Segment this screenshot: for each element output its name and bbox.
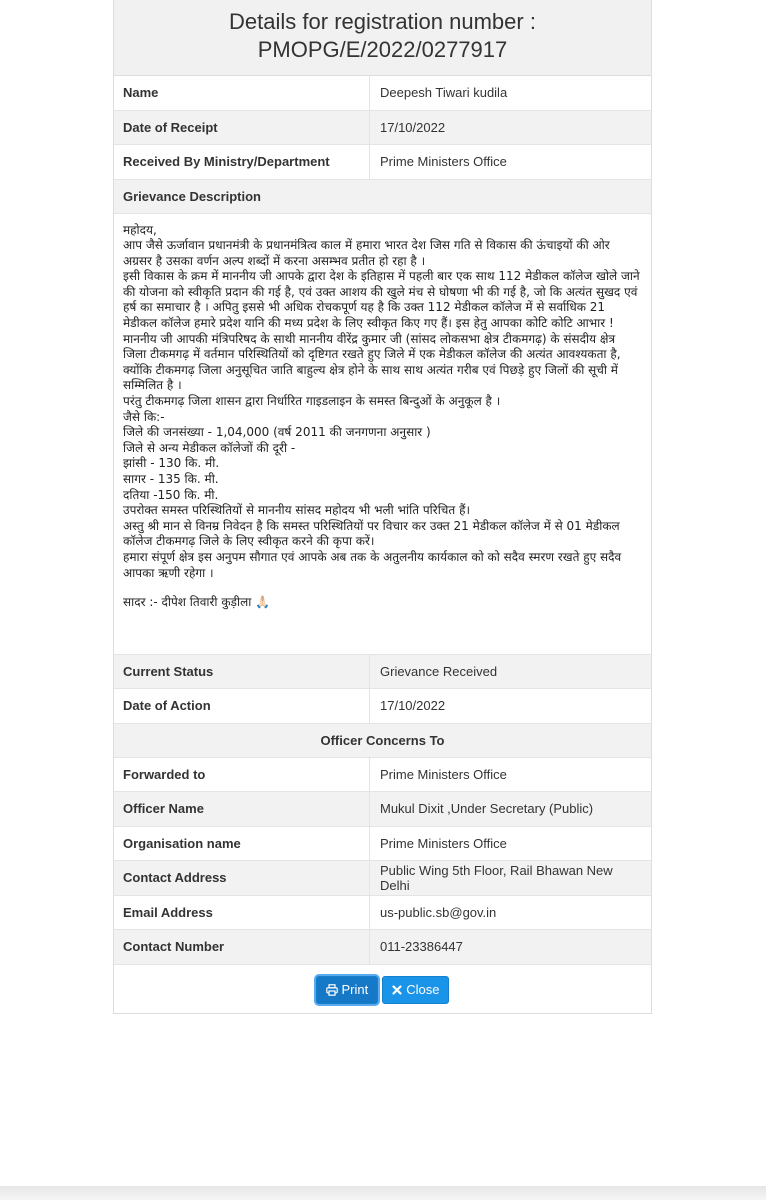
forwarded-to-label: Forwarded to: [114, 758, 370, 792]
desc-signoff: सादर :- दीपेश तिवारी कुड़ीला 🙏🏻: [123, 595, 271, 610]
email-address-label: Email Address: [114, 896, 370, 930]
row-ministry: [114, 145, 651, 180]
row-name: [114, 76, 651, 111]
contact-number-label: Contact Number: [114, 930, 370, 964]
title-line-1: Details for registration number :: [229, 9, 536, 34]
close-icon: [392, 985, 402, 995]
row-email-address: [114, 896, 651, 931]
current-status-value: Grievance Received: [380, 663, 498, 679]
name-value: Deepesh Tiwari kudila: [380, 85, 508, 101]
printer-icon: [326, 984, 338, 996]
row-date-of-action: [114, 689, 651, 724]
row-organisation-name: [114, 827, 651, 862]
row-contact-number: [114, 930, 651, 965]
desc-paragraph: इसी विकास के क्रम में माननीय जी आपके द्वारा देश के इतिहास में पहली बार एक साथ 112 मेडीकल कॉलेज खोले जाने की योजना को स्वीकृति प्रदान की गई है, एवं उक्त आशय की खुले मंच से घोषणा भी की गई है, जो कि अत्यंत सुखद एवं हर्ष का समाचार है । अपितु इससे भी अधिक रोचकपूर्ण यह है कि उक्त 112 मेडीकल कॉलेज में से सर्वाधिक 21 मेडीकल कॉलेज हमारे प्रदेश यानि की मध्य प्रदेश के लिए स्वीकृत किए गए हैं। इस हेतु आपका कोटि कोटि आभार !: [123, 269, 640, 331]
desc-paragraph: जैसे कि:-: [123, 409, 165, 424]
contact-address-label: Contact Address: [114, 861, 370, 895]
organisation-name-value: Prime Ministers Office: [380, 835, 507, 851]
row-officer-name: [114, 792, 651, 827]
date-of-receipt-label: Date of Receipt: [114, 111, 370, 145]
row-date-of-receipt: [114, 111, 651, 146]
desc-paragraph: अस्तु श्री मान से विनम्र निवेदन है कि समस्त परिस्थितियों पर विचार कर उक्त 21 मेडीकल कॉलेज में से 01 मेडीकल कॉलेज टीकमगढ़ जिले के लिए स्वीकृत करने की कृपा करें।: [123, 518, 620, 549]
desc-paragraph: सागर - 135 कि. मी.: [123, 472, 219, 486]
bottom-bar: [0, 1186, 766, 1200]
print-button-label: Print: [341, 982, 369, 997]
row-forwarded-to: [114, 758, 651, 793]
desc-paragraph: उपरोक्त समस्त परिस्थितियों से माननीय सांसद महोदय भी भली भांति परिचित हैं।: [123, 503, 471, 518]
desc-paragraph: जिले की जनसंख्या - 1,04,000 (वर्ष 2011 की जनगणना अनुसार ): [123, 425, 431, 440]
contact-number-value: 011-23386447: [380, 939, 463, 955]
officer-concerns-heading: Officer Concerns To: [114, 724, 651, 758]
date-of-receipt-value: 17/10/2022: [380, 119, 446, 135]
current-status-label: Current Status: [114, 655, 370, 689]
close-button[interactable]: [382, 976, 449, 1004]
registration-number: PMOPG/E/2022/0277917: [257, 37, 508, 62]
print-button[interactable]: [316, 976, 379, 1004]
desc-spacer: [123, 581, 642, 595]
page-title: [114, 0, 651, 76]
forwarded-to-value: Prime Ministers Office: [380, 766, 507, 782]
desc-paragraph: परंतु टीकमगढ़ जिला शासन द्वारा निर्धारित गाइडलाइन के समस्त बिन्दुओं के अनुकूल है ।: [123, 394, 501, 409]
date-of-action-label: Date of Action: [114, 689, 370, 723]
row-contact-address: [114, 861, 651, 896]
name-label: Name: [114, 76, 370, 110]
contact-address-value: Public Wing 5th Floor, Rail Bhawan New Delhi: [380, 862, 613, 893]
desc-paragraph: झांसी - 130 कि. मी.: [123, 456, 220, 471]
email-address-value: us-public.sb@gov.in: [380, 904, 497, 920]
organisation-name-label: Organisation name: [114, 827, 370, 861]
grievance-description-heading: Grievance Description: [114, 180, 651, 214]
row-current-status: [114, 655, 651, 690]
desc-paragraph: माननीय जी आपकी मंत्रिपरिषद के साथी माननीय वीरेंद्र कुमार जी (सांसद लोकसभा क्षेत्र टीकमगढ़) के संसदीय क्षेत्र जिला टीकमगढ़ में वर्तमान परिस्थितियों को दृष्टिगत रखते हुए जिले में एक मेडीकल कॉलेज की अत्यंत आवश्यकता है, क्योंकि टीकमगढ़ जिला अनुसूचित जाति बाहुल्य क्षेत्र होने के साथ साथ अत्यंत गरीब एवं पिछड़े हुए जिलों की सूची में सम्मिलित है ।: [123, 331, 621, 393]
desc-paragraph: दतिया -150 कि. मी.: [123, 487, 219, 502]
desc-paragraph: जिले से अन्य मेडीकल कॉलेजों की दूरी -: [123, 440, 296, 455]
ministry-label: Received By Ministry/Department: [114, 145, 370, 179]
officer-name-value: Mukul Dixit ,Under Secretary (Public): [380, 801, 594, 817]
close-button-label: Close: [406, 982, 440, 997]
action-buttons: [114, 965, 651, 1015]
ministry-value: Prime Ministers Office: [380, 154, 507, 170]
desc-paragraph: आप जैसे ऊर्जावान प्रधानमंत्री के प्रधानमंत्रित्व काल में हमारा भारत देश जिस गति से विकास की ऊंचाइयों की ओर अग्रसर है उसका वर्णन अल्प शब्दों में करना असम्भव प्रतीत हो रहा है ।: [123, 238, 610, 268]
registration-details-panel: [113, 0, 652, 1014]
desc-paragraph: हमारा संपूर्ण क्षेत्र इस अनुपम सौगात एवं आपके अब तक के अतुलनीय कार्यकाल को को सदैव स्मरण रखते हुए सदैव आपका ऋणी रहेगा ।: [123, 549, 622, 580]
officer-name-label: Officer Name: [114, 792, 370, 826]
date-of-action-value: 17/10/2022: [380, 698, 446, 714]
grievance-description-text: [114, 214, 651, 655]
desc-paragraph: महोदय,: [123, 222, 157, 237]
